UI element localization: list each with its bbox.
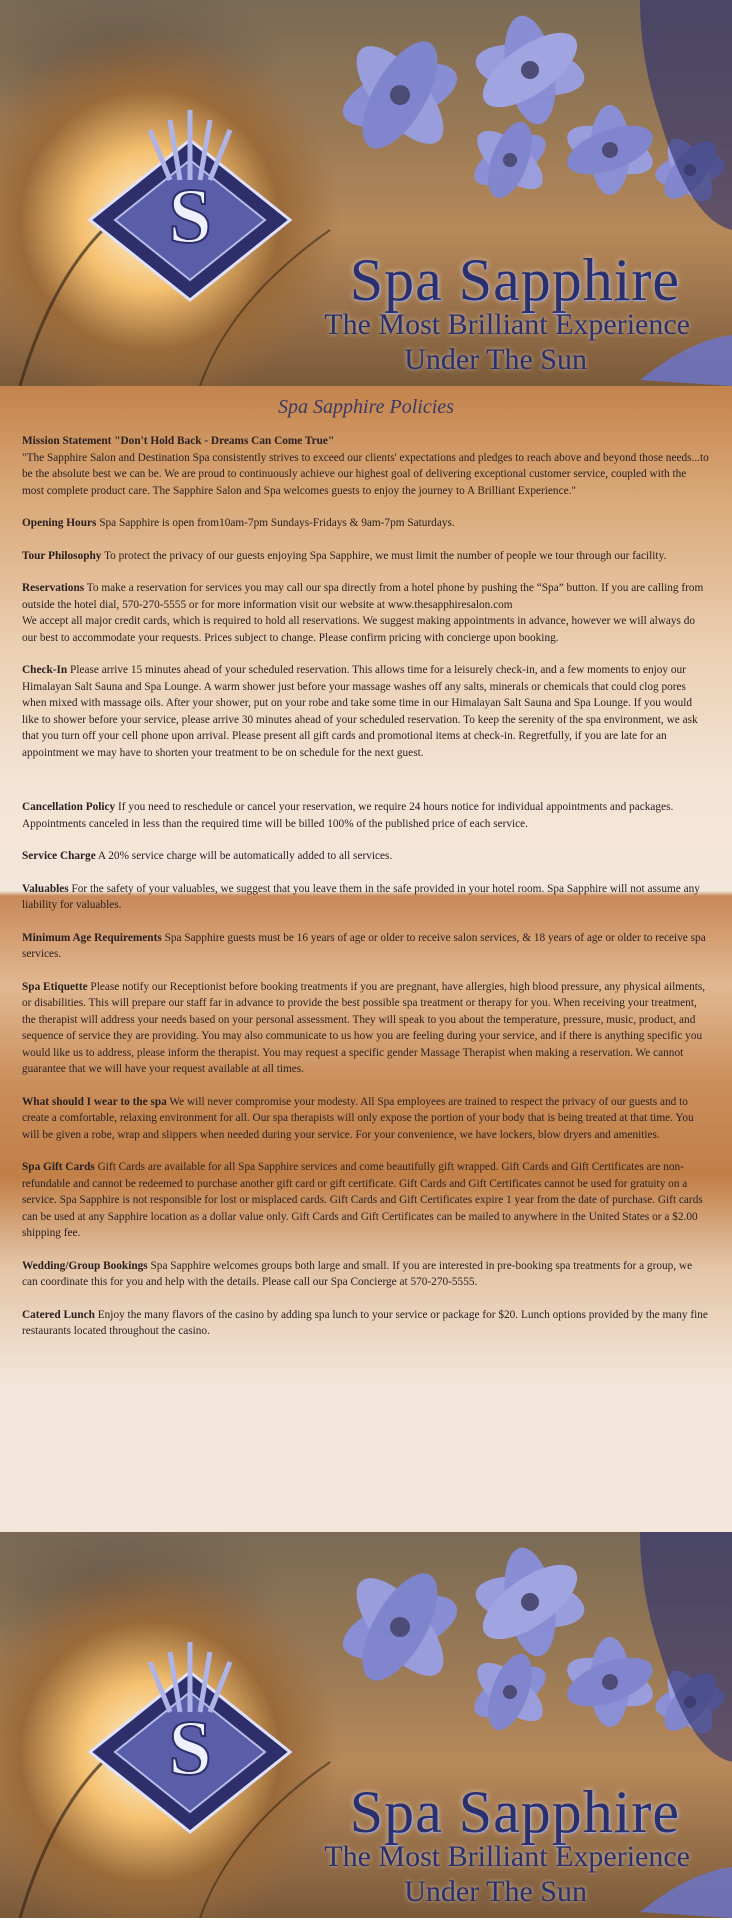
policy-text: Spa Sapphire guests must be 16 years of age or older to receive salon services, & 18 years of age or older to receive spa services. [22, 931, 706, 960]
policy-heading: Spa Etiquette [22, 980, 88, 993]
brand-title: Spa Sapphire [349, 1779, 680, 1845]
policy-heading: What should I wear to the spa [22, 1095, 167, 1108]
policy-catered-lunch [22, 1307, 710, 1340]
logo-icon [90, 1642, 290, 1832]
policy-reservations [22, 580, 710, 646]
policies-section [0, 386, 732, 1532]
policy-text: "The Sapphire Salon and Destination Spa consistently strives to exceed our clients' expectations and pledges to reach above and beyond those needs...to be the absolute best we can be. We are proud to continuously achieve our highest goal of delivering exceptional customer service, coupled with the most complete product care. The Sapphire Salon and Spa welcomes guests to enjoy the journey to A Brilliant Experience." [22, 451, 709, 497]
policy-valuables [22, 881, 710, 914]
policy-group-bookings [22, 1258, 710, 1291]
policy-heading: Service Charge [22, 850, 96, 862]
policy-heading: Wedding/Group Bookings [22, 1259, 148, 1272]
policy-text: Please notify our Receptionist before booking treatments if you are pregnant, have allergies, high blood pressure, any physical ailments, or disabilities. This will prepare our staff far in advance to provide the best possible spa treatment or therapy for you. When receiving your treatment, the therapist will address your needs based on your personal assessment. They will speak to you about the temperature, pressure, music, product, and sequence of service they are providing. You may also communicate to us how you are feeling during your service, and if there is anything specific you would like us to address, please inform the therapist. You may request a specific gender Massage Therapist when making a reservation. We cannot guarantee that we will have your request available at all times. [22, 980, 706, 1075]
policy-heading: Tour Philosophy [22, 549, 102, 562]
policy-hours [22, 515, 710, 532]
policy-service-charge [22, 848, 710, 865]
policies-list [0, 433, 732, 1340]
footer-banner [0, 1532, 732, 1918]
policy-text: Spa Sapphire welcomes groups both large and small. If you are interested in pre-booking spa treatments for a group, we can coordinate this for you and help with the details. Please call our Spa Concierge at 570-270-5555. [22, 1259, 693, 1288]
policy-text: Enjoy the many flavors of the casino by adding spa lunch to your service or package for $20. Lunch options provided by the many fine restaurants located throughout the casino. [22, 1308, 708, 1337]
brand-tagline: The Most Brilliant Experience [324, 1840, 690, 1873]
policy-text: To protect the privacy of our guests enjoying Spa Sapphire, we must limit the number of people we tour through our facility. [104, 549, 667, 562]
policy-heading: Mission Statement "Don't Hold Back - Dreams Can Come True" [22, 435, 335, 447]
policy-text: Gift Cards are available for all Spa Sapphire services and come beautifully gift wrapped. Gift Cards and Gift Certificates are non-refundable and cannot be redeemed to purchase another gift card or gift certificate. Gift Cards and Gift Certificates cannot be used for gratuity on a service. Spa Sapphire is not responsible for lost or misplaced cards. Gift Cards and Gift Certificates expire 1 year from the date of purchase. Gift cards can be used at any Sapphire location as a dollar value only. Gift Cards and Gift Certificates can be mailed to anywhere in the United States or a $2.00 shipping fee. [22, 1161, 703, 1239]
policy-text: We accept all major credit cards, which is required to hold all reservations. We suggest making appointments in advance, however we will always do our best to accommodate your requests. Prices subject to change. Please confirm pricing with concierge upon booking. [22, 615, 696, 644]
policy-text: Spa Sapphire is open from10am-7pm Sundays-Fridays & 9am-7pm Saturdays. [99, 517, 455, 529]
policy-minimum-age [22, 930, 710, 963]
policy-text: For the safety of your valuables, we suggest that you leave them in the safe provided in your hotel room. Spa Sapphire will not assume any liability for valuables. [22, 882, 700, 911]
policy-text: Please arrive 15 minutes ahead of your scheduled reservation. This allows time for a leisurely check-in, and a few moments to enjoy our Himalayan Salt Sauna and Spa Lounge. A warm shower just before your massage washes off any salts, minerals or chemicals that could clog pores when mixed with massage oils. After your shower, put on your robe and take some time in our Himalayan Salt Sauna and Spa Lounge. If you would like to shower before your service, please arrive 30 minutes ahead of your scheduled reservation. To keep the serenity of the spa environment, we ask that you turn off your cell phone upon arrival. Please present all gift cards and promotional items at check-in. Regretfully, if you are late for an appointment we may have to shorten your treatment to be on schedule for the next guest. [22, 664, 698, 759]
page-title: Spa Sapphire Policies [278, 396, 454, 418]
policy-tour [22, 548, 710, 565]
svg-text:S: S [168, 1704, 212, 1791]
policy-mission [22, 433, 710, 499]
policy-heading: Cancellation Policy [22, 801, 116, 813]
policy-text: We will never compromise your modesty. All Spa employees are trained to respect the privacy of our guests and to create a comfortable, relaxing environment for all. Our spa therapists will only expose the portion of your body that is being treated at that time. You will be given a robe, wrap and slippers when needed during your service. For your convenience, we have lockers, blow dryers and amenities. [22, 1095, 694, 1141]
policy-attire [22, 1094, 710, 1144]
policy-heading: Check-In [22, 664, 68, 676]
policy-heading: Valuables [22, 882, 69, 895]
brand-tagline: The Most Brilliant Experience [324, 308, 690, 341]
brand-tagline-2: Under The Sun [404, 1875, 587, 1908]
header-banner [0, 0, 732, 386]
svg-text:S: S [168, 172, 212, 259]
brand-title: Spa Sapphire [349, 247, 680, 313]
policy-text: A 20% service charge will be automatically added to all services. [97, 850, 393, 862]
policy-heading: Spa Gift Cards [22, 1161, 95, 1173]
logo-icon [90, 110, 290, 300]
policy-heading: Catered Lunch [22, 1308, 95, 1321]
policy-checkin [22, 662, 710, 761]
policy-text: To make a reservation for services you may call our spa directly from a hotel phone by pushing the “Spa” button. If you are calling from outside the hotel dial, 570-270-5555 or for more information visit our website at www.thesapphiresalon.com [22, 582, 704, 611]
policy-cancellation [22, 799, 710, 832]
policy-gift-cards [22, 1159, 710, 1242]
policy-etiquette [22, 979, 710, 1078]
policy-text: If you need to reschedule or cancel your reservation, we require 24 hours notice for individual appointments and packages. Appointments canceled in less than the required time will be billed 100% of the published price of each service. [22, 801, 674, 830]
policy-heading: Minimum Age Requirements [22, 931, 162, 944]
brand-tagline-2: Under The Sun [404, 343, 587, 376]
policy-heading: Reservations [22, 582, 85, 594]
policy-heading: Opening Hours [22, 517, 97, 529]
